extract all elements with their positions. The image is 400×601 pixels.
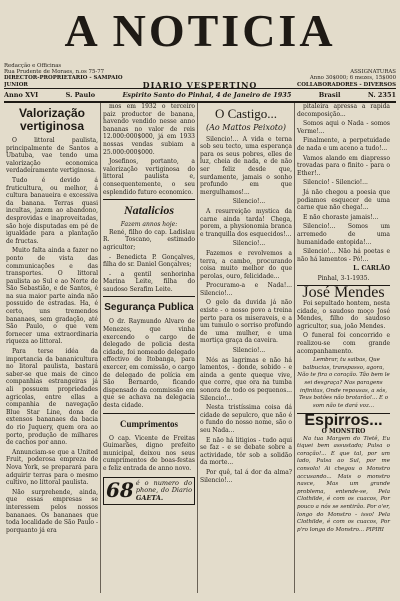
- poem-verse: Na tua Margem do Tietê, Eu tiquei bem assustado; Pulsa o coração!... E que tal, por um lado, Pulsa ao Sul, por me consolo! Ai chegou o Monstro accusando... Mais o monstro nasce, Mas um grande problema, entende-se, Pela Clothilde, é com os cuacos, Por pouco a nós se sentirão. Por o'er, longo do Monstro - isso! Pela Clothilde, é com os cuacos, Por p'ro longo do Monstro... PIPIRI: [297, 435, 390, 533]
- header-center: [141, 79, 259, 90]
- obituary-title: José Mendes: [302, 284, 385, 302]
- header-subtitle: DIARIO VESPERTINO: [142, 79, 258, 90]
- article-author: L. CARLÃO: [353, 265, 390, 273]
- header-bar: [4, 58, 396, 89]
- ad-text: [136, 480, 192, 503]
- article-paragraph: Silencio!... Não há poetas e não há lamentos - Pó!...: [297, 248, 390, 263]
- column-3: [198, 103, 295, 593]
- masthead-title: A NOTICIA: [64, 5, 336, 56]
- article-paragraph: - Benedicta P. Gonçalves, filha do sr. Daniel Gonçalves;: [103, 253, 195, 269]
- header-right-line: Anno 30$000; 6 mezes, 15$000: [309, 75, 396, 82]
- column-2: [101, 103, 198, 593]
- article-paragraph: Silencio! - Silencio!...: [303, 179, 368, 187]
- article-paragraph: Tudo é devido á fruticultura, ou melhor, á cultura banaueira e excessiva da banana. Terras quasi incultas, jazem ao abandono, desprovidas e inaproveitadas, são hoje disputadas em pé de igualdade para a plantação de fructas.: [6, 176, 98, 245]
- obituary-paragraph: O funeral foi concorrido e realizou-se com grande acompanhamento.: [297, 332, 390, 355]
- obituary-verse: Lembrar, tu saibas, Que balbucias, transpasso, agora, Não te fira o coração. Tão bem le sei desgraça? Nas paragens infinitas, Onde repousas, a sós, Teus botões não brotarão!... E o som não te dará voz...: [297, 357, 390, 409]
- ad-number: 68: [106, 478, 134, 503]
- article-paragraph: Vamos alando em diapresso trovadas para o finito - para o Ether!..: [297, 154, 390, 177]
- article-paragraph: Fazemos e revolvemos a terra, a cambo, procurando coisa muito melhor do que perolas, ouro, felicidade...: [200, 249, 292, 280]
- article-paragraph: O dr. Raymundo Alvaro de Menezes, que vinha exercendo o cargo de delegado de policia desta cidade, foi nomeado delegado effectivo de Itobanga, para exercer, em comissão, o cargo de delegado de polícia em São Bernardo, ficando dispensado da commissão em que se achava na delegacia desta cidade.: [103, 318, 195, 409]
- poem-title: O MONSTRO: [321, 427, 366, 435]
- article-paragraph: O littoral paulista, principalmente de Santos a Ubatuba, vae tendo uma valorização economica verdadeiramente vertiginosa.: [6, 137, 98, 175]
- article-paragraph: E não choraste jamais!...: [303, 213, 379, 221]
- article-paragraph: Nós as lagrimas e não há lamentos, - donde, sobido - e ainda a gente queque vive, que corre, que ora na tumba sonora de todo os pequenos... Silencio!...: [200, 356, 292, 402]
- article-paragraph: A resurreição mystica da carne ainda tarda! Chega, porem, a physionomia branca e tranquilla dos esquecidos!...: [200, 207, 292, 238]
- section-title: Cumprimentos: [120, 418, 178, 429]
- article-subtitle: (Ao Mattos Peixoto): [206, 123, 286, 132]
- article-paragraph: Muito falta ainda a fazer no ponto de vista das communicações e das transportes. O littoral paulista ao Sul e ao Norte de São Sebastião, e de Santos, é na sua maior parte ainda não possuido de estradas. Ha, é certo, uns tremendos bananaes, sem gradação, até São Paulo, o que vem fornecer uma extraordinaria riqueza ao littoral.: [6, 247, 98, 346]
- dateline-place: Espirito Santo do Pinhal, 4 de Janeiro de 1935: [122, 91, 292, 99]
- divider: [103, 199, 195, 200]
- article-paragraph: Não surprehende, ainda, que essas empresas se interessem pelos nossos bananaes. Os bananaes que toda localidade de São Paulo - porquanto já era: [6, 488, 98, 534]
- article-paragraph: Somos aqui o Nada - somos Verme!...: [297, 120, 390, 135]
- ad-brand: GAETA.: [135, 493, 164, 502]
- header-left-line: DIRECTOR-PROPRIETARIO - SAMPAIO JUNIOR: [4, 75, 123, 88]
- section-title: Segurança Publica: [104, 302, 194, 314]
- header-left-line: Redacção e Officinas: [4, 62, 62, 69]
- column-1: [4, 103, 101, 593]
- article-paragraph: Silencio!...: [232, 198, 266, 206]
- header-left-line: Rua Prudente de Moraes, n.os 75-77: [4, 69, 105, 76]
- article-signature: Pinhal, 3-1-1935.: [317, 274, 370, 282]
- obituary-paragraph: Foi sepultado hontem, nesta cidade, o saudoso moço José Mendes, filho do saudoso agricultor, sua, joão Mendes.: [297, 300, 390, 330]
- dateline-country: Brasil: [318, 91, 341, 99]
- article-paragraph: - a gentil senhorinha Marina Leite, filha do saudoso Serafim Leite.: [103, 270, 195, 293]
- header-right-line: ASSIGNATURAS: [350, 69, 396, 76]
- article-paragraph: Silencio!... Somos um arremedo de uma humanidade entopida!...: [297, 223, 390, 246]
- dateline: [4, 89, 396, 103]
- section-lead: Fazem annos hoje:: [120, 221, 178, 229]
- newspaper-page: [4, 2, 396, 597]
- ad-text-line: é o numero do phone, do Diario: [135, 478, 192, 495]
- article-paragraph: René, filho do cap. Ladislau R. Toscano, estimado agricultor;: [103, 228, 195, 251]
- column-4: [295, 103, 392, 593]
- column-title: Espirros...: [304, 412, 383, 430]
- article-paragraph: E não há litigios - tudo aqui se faz - e se debate sobre a actividade, tôr sob a solidão da morte...: [200, 436, 292, 467]
- article-paragraph: O cap. Vicente de Freitas Guimarães, digno prefeito municipal, deixou nos seus cumprimentos de boas-festas e feliz entrada de anno novo.: [103, 434, 195, 472]
- dateline-number: N. 2351: [367, 91, 396, 99]
- article-paragraph: O gelo da duvida já não existe - o nosso povo a treina perto para os miseraveis, e a um tumulo o sorriso profundo de uma mulher, e uma mortiça graça da caveira.: [200, 299, 292, 345]
- advertisement: [103, 477, 195, 506]
- article-title: O Castigo...: [214, 106, 278, 121]
- header-right: [263, 69, 396, 88]
- divider: [103, 296, 195, 297]
- article-paragraph: pitaleira apressa a rapida decomposição...: [297, 103, 390, 118]
- article-title: Valorização vertiginosa: [18, 106, 86, 133]
- article-paragraph: Procuramo-a e Nada!... Silencio!...: [200, 282, 292, 297]
- article-paragraph: Para terse idéa da importancia da bananicultura no litoral paulista, bastará saber-se que mais de cinco companhias estrangeiras já ali possuem propriedades agricolas, entre ellas a companhia de navegação Blue Star Line, dona de extensos bananaes da bacia do rio Juquery, quem ora ao porto, produção de milhares de cachos por anno.: [6, 348, 98, 447]
- article-paragraph: Silencio!... A vida e terna sob seu tecto, uma esperança para os seus pobres, elles de luz, cheia de nada, e de não ser feliz desde que, surdamente, jamais o sonho profundo em que mergulhamos!...: [200, 135, 292, 196]
- article-paragraph: Nesta tristíssima coisa dá cidade de sepulcro, que não é o fundo do nosso nome, são o seu Nada...: [200, 404, 292, 434]
- article-paragraph: Finalmente, a perpetuidade de nada e um aceno a tudo!...: [297, 137, 390, 152]
- divider: [103, 413, 195, 414]
- article-paragraph: Já não chegou a poesia que podiamos esquecer de uma carne que não chega!...: [297, 188, 390, 212]
- dateline-year: Anno XVI: [4, 91, 39, 99]
- section-title: Natalicios: [124, 203, 174, 218]
- dateline-state: S. Paulo: [65, 91, 96, 99]
- header-left: [4, 63, 137, 88]
- article-paragraph: Silencio!...: [232, 347, 266, 355]
- header-right-line: COLLABORADORES - DIVERSOS: [296, 81, 396, 88]
- article-paragraph: Por quê, tal á dor da alma? Silencio!...: [200, 468, 292, 484]
- article-paragraph: mos em 1932 o terceiro paiz productor de banana, havendo vendido nesse anno bananas no valor de reis 12.000:000$000, já em 1933 nossas vendas subiam a 25.000:000$000.: [103, 103, 195, 156]
- columns: [4, 103, 396, 593]
- article-paragraph: Silencio!...: [232, 240, 266, 248]
- article-paragraph: Annunciam-se que a United Fruit, poderosa empreza de Nova York, se preparará para adquirir terras para o mesmo cultivo, no littoral paulista.: [6, 448, 98, 487]
- article-paragraph: Josefinos, portanto, a valorização vertiginosa do littoral paulista e, consequentemente, o seu esplendido futuro economico.: [103, 158, 195, 196]
